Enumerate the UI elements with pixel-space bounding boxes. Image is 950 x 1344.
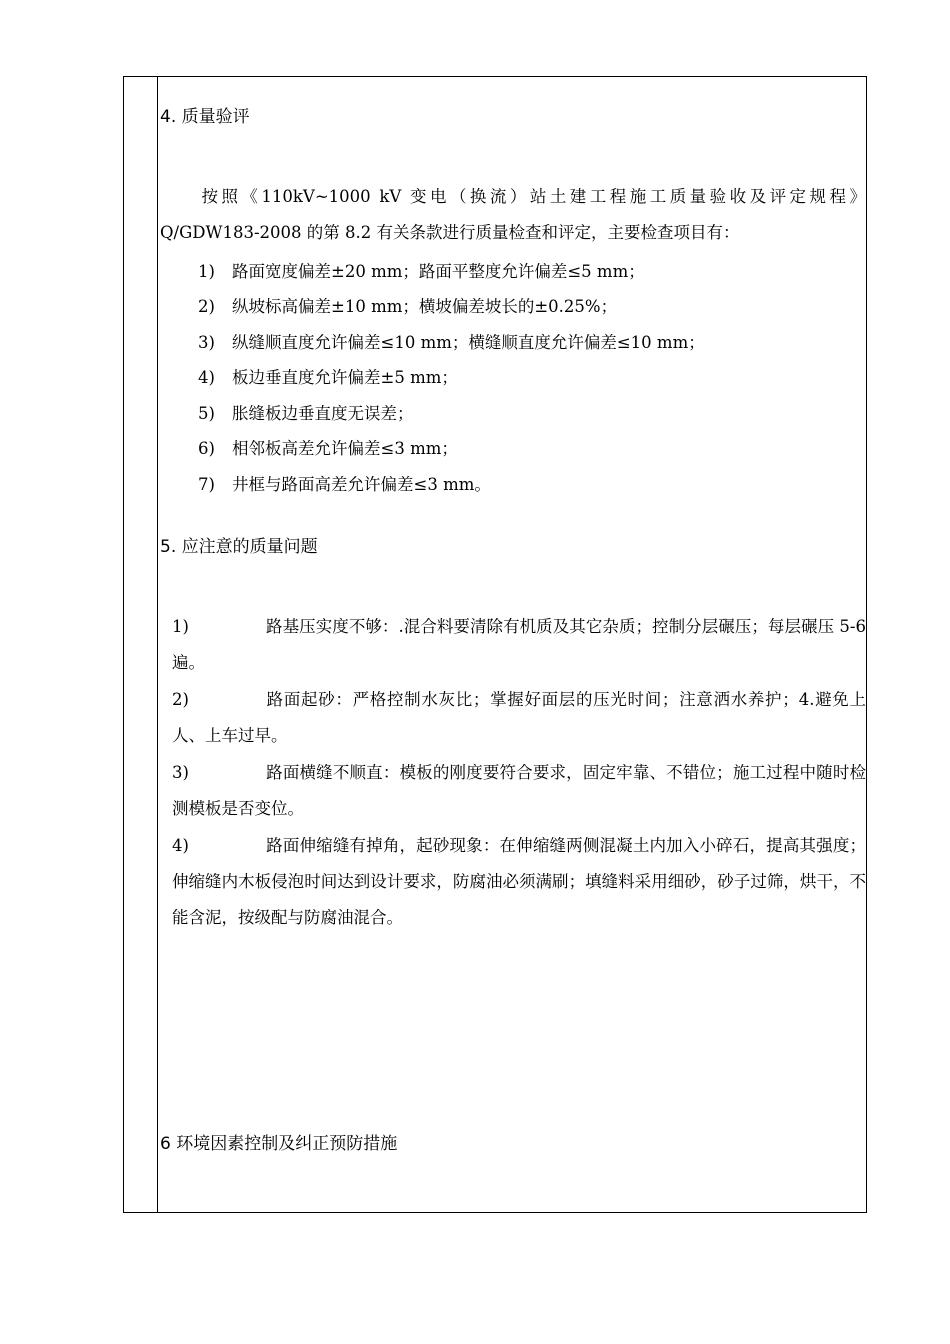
check-item [198,474,491,496]
check-item-number: 5) [198,404,215,423]
quality-issue-text: 路面起砂：严格控制水灰比；掌握好面层的压光时间；注意洒水养护；4.避免上人、上车过早。 [172,690,866,745]
check-item-number: 3) [198,333,215,352]
section-4-heading: 4. 质量验评 [160,107,250,127]
quality-issue-number: 3) [172,763,189,782]
quality-issue [172,755,866,827]
check-item-text: 板边垂直度允许偏差±5 mm； [232,368,458,387]
check-item-text: 纵坡标高偏差±10 mm；横坡偏差坡长的±0.25%； [232,297,618,316]
quality-issue-text: 路基压实度不够：.混合料要清除有机质及其它杂质；控制分层碾压；每层碾压 5-6 遍。 [172,617,866,672]
quality-issue-number: 1) [172,617,189,636]
check-item [198,261,645,283]
quality-issue [172,828,866,936]
quality-issue-number: 4) [172,836,189,855]
quality-issue-text: 路面横缝不顺直：模板的刚度要符合要求，固定牢靠、不错位；施工过程中随时检测模板是否变位。 [172,763,866,818]
check-item-number: 1) [198,262,215,281]
check-item-number: 4) [198,368,215,387]
check-item [198,367,458,389]
section-5-heading: 5. 应注意的质量问题 [160,537,318,557]
section-4-intro-text: 按照《110kV~1000 kV 变电（换流）站土建工程施工质量验收及评定规程》Q/GDW183-2008 的第 8.2 有关条款进行质量检查和评定，主要检查项目有： [160,187,866,242]
check-item [198,332,705,354]
check-item [198,438,458,460]
check-item-text: 胀缝板边垂直度无误差； [232,404,414,423]
check-item-text: 路面宽度偏差±20 mm；路面平整度允许偏差≤5 mm； [232,262,645,281]
quality-issue-number: 2) [172,690,189,709]
check-item-number: 2) [198,297,215,316]
check-item-text: 纵缝顺直度允许偏差≤10 mm；横缝顺直度允许偏差≤10 mm； [232,333,705,352]
check-item-text: 相邻板高差允许偏差≤3 mm； [232,439,458,458]
quality-issue [172,682,866,754]
check-item-number: 7) [198,475,215,494]
column-divider [157,76,158,1213]
check-item-number: 6) [198,439,215,458]
check-item [198,403,414,425]
quality-issue-text: 路面伸缩缝有掉角，起砂现象：在伸缩缝两侧混凝土内加入小碎石，提高其强度；伸缩缝内木板侵泡时间达到设计要求，防腐油必须满刷；填缝料采用细砂，砂子过筛，烘干，不能含泥，按级配与防腐油混合。 [172,836,866,927]
check-item-text: 井框与路面高差允许偏差≤3 mm。 [232,475,491,494]
quality-issue [172,609,866,681]
section-6-heading: 6 环境因素控制及纠正预防措施 [160,1134,398,1154]
section-4-intro [160,179,866,251]
check-item [198,296,617,318]
